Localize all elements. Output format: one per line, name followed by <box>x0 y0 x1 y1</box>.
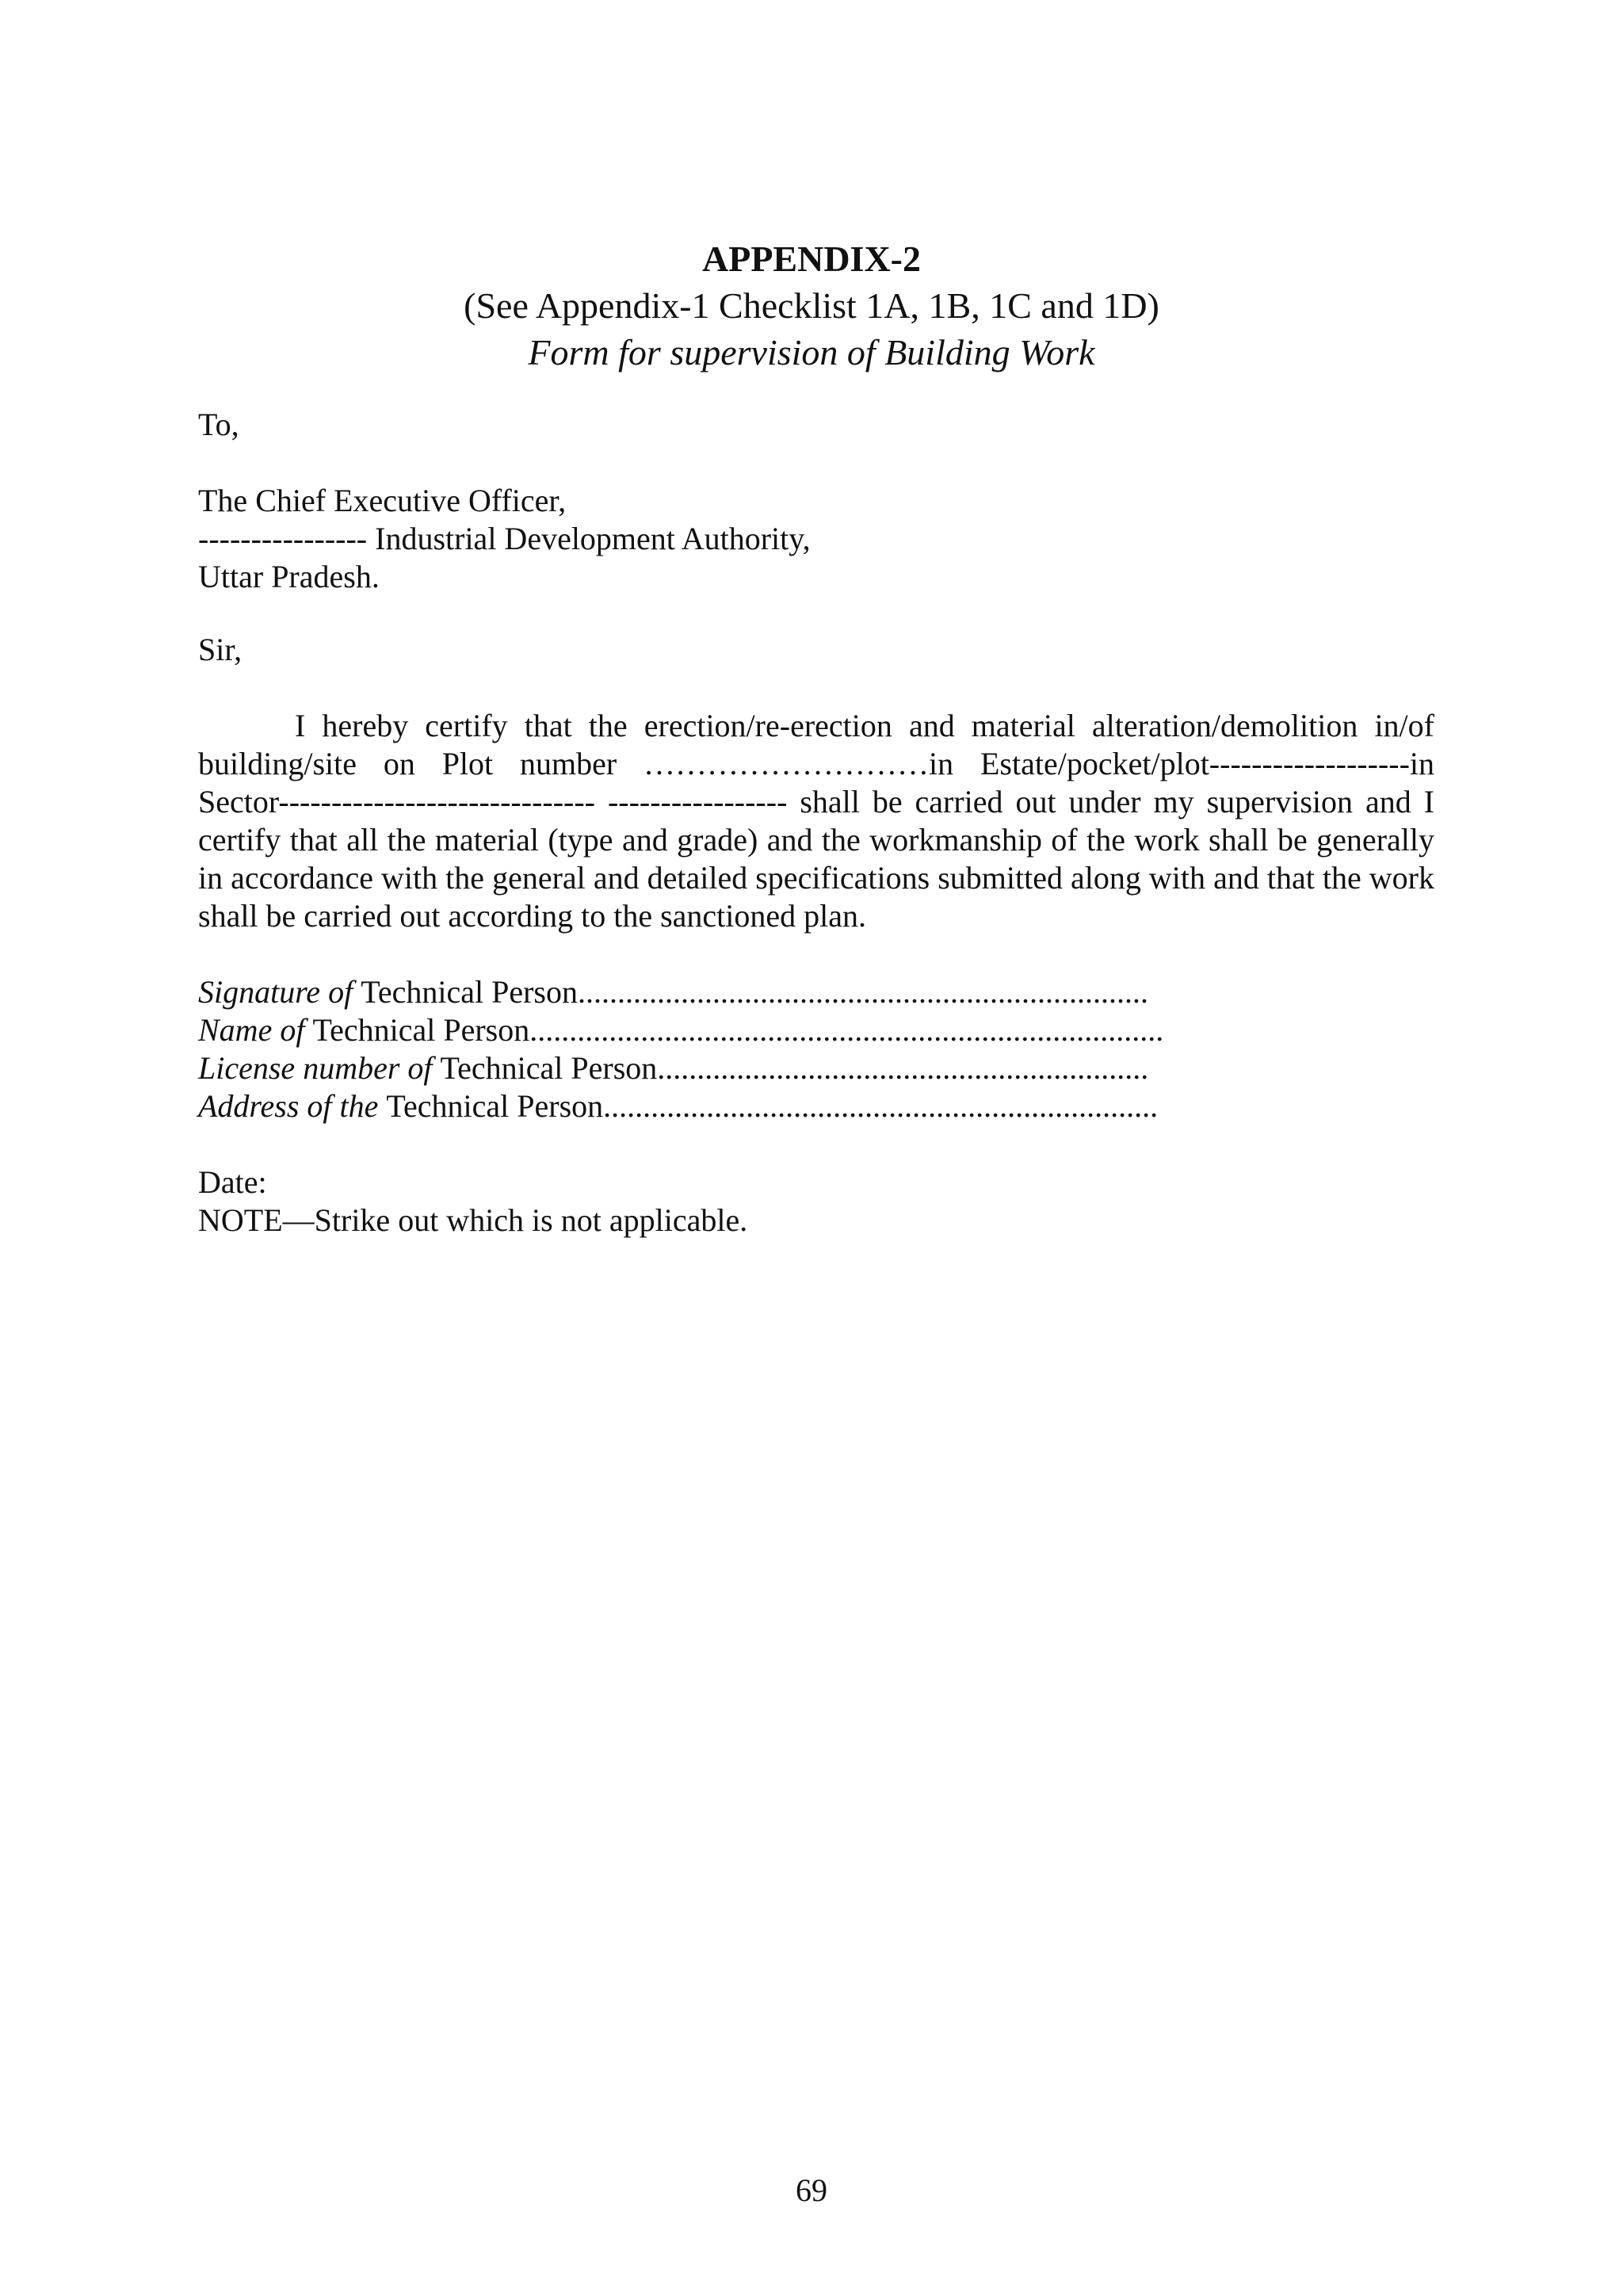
field-label: Technical Person <box>440 1050 658 1086</box>
appendix-reference: (See Appendix-1 Checklist 1A, 1B, 1C and 1D) <box>464 285 1159 326</box>
name-field-row <box>198 1011 1434 1049</box>
field-fill-dots: ........................................................................ <box>577 974 1148 1010</box>
footer-block <box>198 1163 1434 1240</box>
address-line: ---------------- Industrial Development Authority, <box>198 521 811 556</box>
certification-paragraph <box>198 707 1434 935</box>
page-number: 69 <box>796 2172 827 2208</box>
field-label-italic: Address of the <box>198 1088 387 1124</box>
note-text: NOTE—Strike out which is not applicable. <box>198 1202 748 1238</box>
salutation-to: To, <box>198 407 239 442</box>
field-label: Technical Person <box>361 974 578 1010</box>
field-label: Technical Person <box>386 1088 604 1124</box>
date-label: Date: <box>198 1164 267 1200</box>
certification-text: I hereby certify that the erection/re-erection and material alteration/demolition in/of building/site on Plot number ………………………in Estate/pocket/plot-------------------in Sector------------------------------ ----------------- shall be carried out under my supervision and I certify that all the material (type and grade) and the workmanship of the work shall be generally in accordance with the general and detailed specifications submitted along with and that the work shall be carried out according to the sanctioned plan. <box>198 708 1434 934</box>
salutation-sir: Sir, <box>198 632 242 667</box>
signature-field-row <box>198 973 1434 1011</box>
address-line: Uttar Pradesh. <box>198 559 380 594</box>
appendix-title: APPENDIX-2 <box>702 239 921 279</box>
form-title: Form for supervision of Building Work <box>528 332 1095 372</box>
heading-block <box>0 235 1623 377</box>
license-field-row <box>198 1049 1434 1087</box>
field-label: Technical Person <box>312 1012 530 1048</box>
field-fill-dots: .............................................................. <box>657 1050 1149 1086</box>
field-fill-dots: ...................................................................... <box>603 1088 1159 1124</box>
recipient-address <box>198 482 1434 596</box>
field-fill-dots: ................................................................................ <box>529 1012 1164 1048</box>
address-line: The Chief Executive Officer, <box>198 483 567 518</box>
signature-fields <box>198 973 1434 1125</box>
field-label-italic: License number of <box>198 1050 441 1086</box>
field-label-italic: Signature of <box>198 974 361 1010</box>
field-label-italic: Name of <box>198 1012 313 1048</box>
address-field-row <box>198 1087 1434 1125</box>
